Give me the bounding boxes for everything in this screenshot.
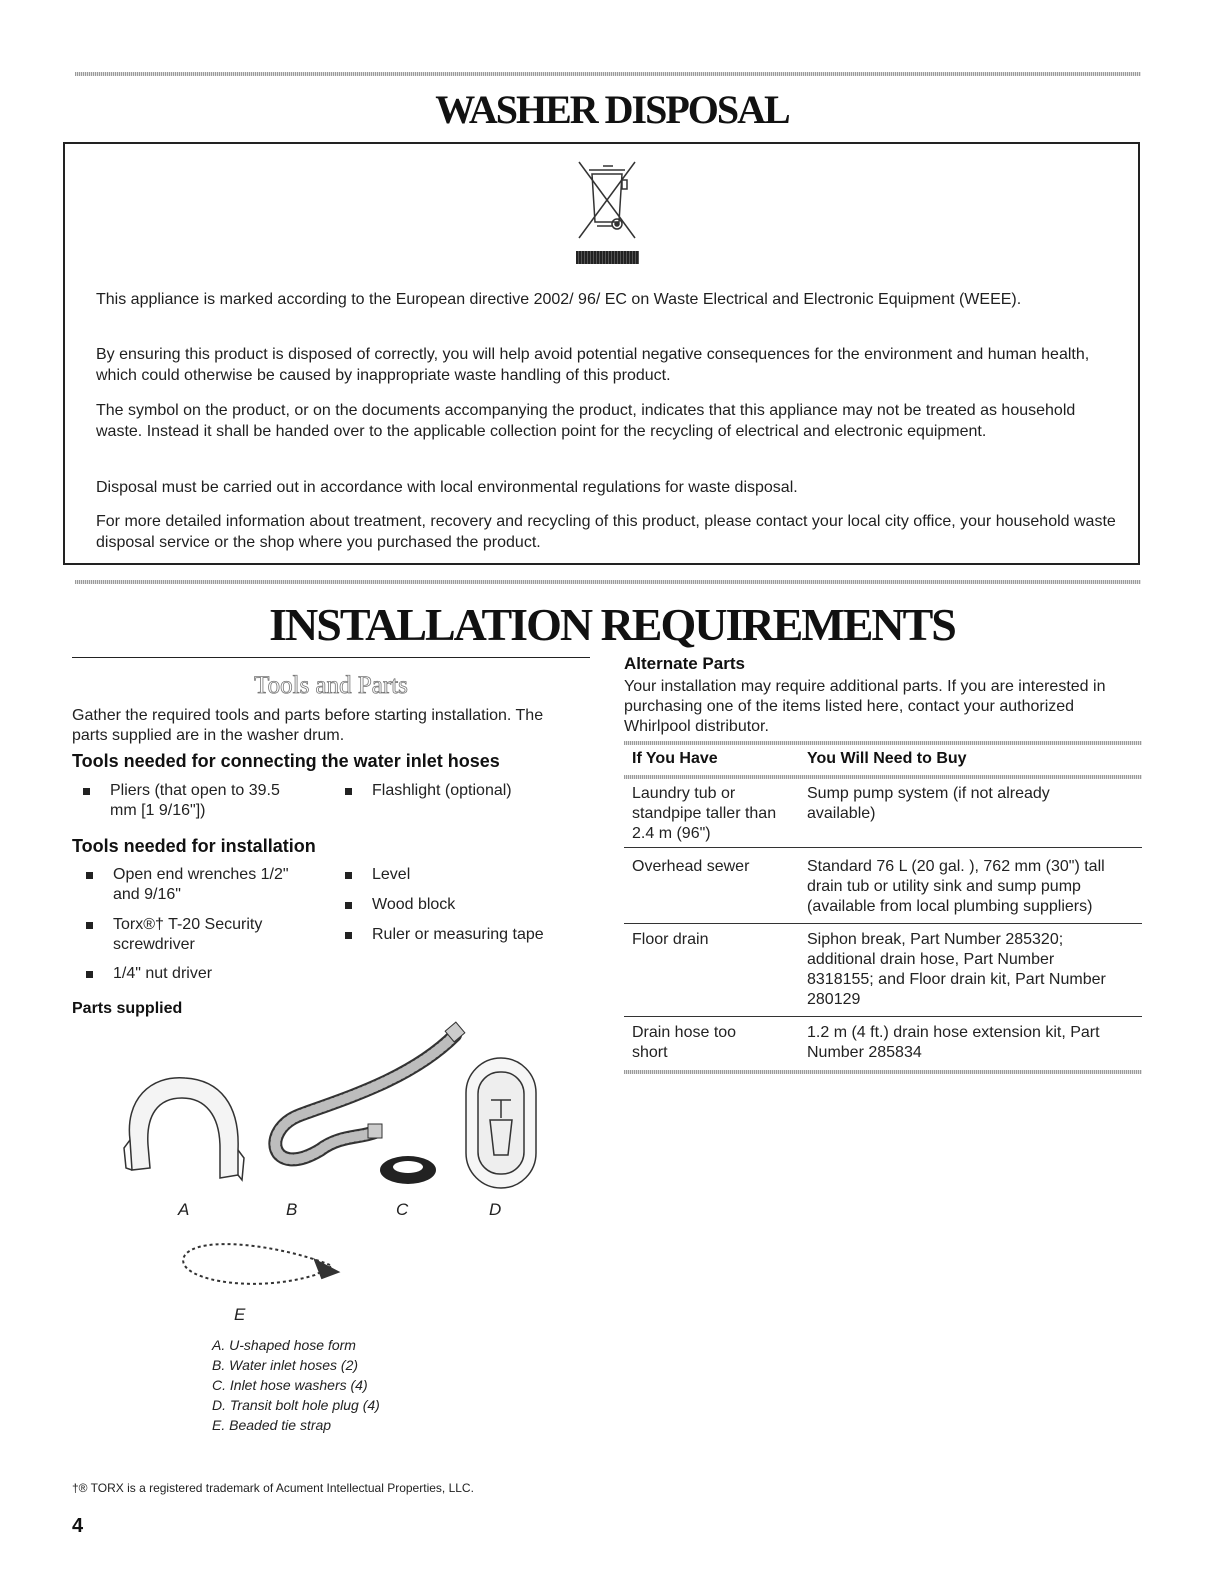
transit-bolt-plug-illustration: [466, 1058, 536, 1188]
tool-level: Level: [372, 865, 582, 885]
weee-paragraph-5: For more detailed information about treatment, recovery and recycling of this product, please contact your local city office, your household waste disposal service or the shop where you purchased the product.: [96, 513, 1116, 551]
crossed-out-bin-icon: [575, 158, 639, 248]
row-4-buy: 1.2 m (4 ft.) drain hose extension kit, Part Number 285834: [807, 1024, 1100, 1061]
legend-d: D. Transit bolt hole plug (4): [212, 1397, 380, 1413]
tool-nut-driver: 1/4" nut driver: [113, 964, 313, 984]
part-letter-a: A: [178, 1200, 190, 1219]
parts-supplied-heading: Parts supplied: [72, 1000, 183, 1017]
weee-paragraph-1: This appliance is marked according to the European directive 2002/ 96/ EC on Waste Electrical and Electronic Equipment (WEEE).: [96, 291, 1022, 308]
row-2-buy: Standard 76 L (20 gal. ), 762 mm (30") tall drain tub or utility sink and sump pump (available from local plumbing suppliers): [807, 858, 1105, 915]
parts-illustration: [110, 1020, 550, 1320]
middle-rule: [75, 580, 1141, 584]
col-header-have: If You Have: [632, 750, 718, 767]
water-inlet-hose-illustration: [275, 1022, 465, 1159]
legend-c: C. Inlet hose washers (4): [212, 1377, 368, 1393]
page-number: 4: [72, 1515, 84, 1537]
alternate-parts-heading: Alternate Parts: [624, 654, 745, 673]
u-shaped-hose-form-illustration: [124, 1078, 244, 1180]
part-letter-d: D: [489, 1200, 502, 1219]
torx-footnote: †® TORX is a registered trademark of Acument Intellectual Properties, LLC.: [72, 1481, 474, 1495]
weee-notice-box: [63, 142, 1140, 565]
beaded-tie-strap-illustration: [183, 1244, 338, 1284]
installation-requirements-title: INSTALLATION REQUIREMENTS: [269, 599, 955, 650]
tool-flashlight: Flashlight (optional): [372, 781, 582, 801]
weee-paragraph-3: The symbol on the product, or on the documents accompanying the product, indicates that this appliance may not be treated as household waste. Instead it shall be handed over to the applicable collection point for the recycling of electrical and electronic equipment.: [96, 402, 1076, 440]
tools-parts-rule: [72, 657, 590, 658]
row-2-rule: [624, 923, 1142, 924]
part-letter-b: B: [286, 1200, 298, 1219]
row-1-buy: Sump pump system (if not already available): [807, 785, 1050, 822]
tool-wood-block: Wood block: [372, 895, 582, 915]
legend-e: E. Beaded tie strap: [212, 1417, 332, 1433]
row-3-have: Floor drain: [632, 931, 709, 948]
row-3-rule: [624, 1016, 1142, 1017]
washer-disposal-title: WASHER DISPOSAL: [435, 87, 789, 132]
tool-pliers: Pliers (that open to 39.5 mm [1 9/16"]): [110, 781, 310, 821]
row-1-rule: [624, 847, 1142, 848]
tool-wrenches: Open end wrenches 1/2" and 9/16": [113, 865, 313, 905]
top-rule: [75, 72, 1141, 76]
weee-paragraph-4: Disposal must be carried out in accordance with local environmental regulations for waste disposal.: [96, 479, 798, 496]
tool-torx-screwdriver: Torx®† T-20 Security screwdriver: [113, 915, 313, 955]
tool-ruler: Ruler or measuring tape: [372, 925, 582, 945]
weee-marker-bar: [576, 251, 639, 264]
row-4-have: Drain hose too short: [632, 1024, 737, 1061]
col-header-buy: You Will Need to Buy: [807, 750, 967, 767]
legend-b: B. Water inlet hoses (2): [212, 1357, 359, 1373]
row-1-have: Laundry tub or standpipe taller than 2.4 m (96"): [632, 785, 777, 842]
table-header-rule: [624, 775, 1142, 779]
hoses-tools-heading: Tools needed for connecting the water inlet hoses: [72, 751, 500, 771]
legend-a: A. U-shaped hose form: [212, 1337, 356, 1353]
tools-parts-intro: Gather the required tools and parts before starting installation. The parts supplied are in the washer drum.: [72, 707, 544, 744]
part-letter-c: C: [396, 1200, 409, 1219]
table-top-rule: [624, 741, 1142, 745]
row-3-buy: Siphon break, Part Number 285320; additional drain hose, Part Number 8318155; and Floor drain kit, Part Number 280129: [807, 931, 1106, 1008]
row-2-have: Overhead sewer: [632, 858, 750, 875]
alternate-parts-intro: Your installation may require additional parts. If you are interested in purchasing one of the items listed here, contact your authorized Whirlpool distributor.: [624, 678, 1106, 735]
part-letter-e: E: [234, 1305, 246, 1324]
install-tools-heading: Tools needed for installation: [72, 836, 316, 856]
weee-paragraph-2: By ensuring this product is disposed of correctly, you will help avoid potential negative consequences for the environment and human health, which could otherwise be caused by inappropriate waste handling of this product.: [96, 346, 1090, 384]
tools-parts-heading: Tools and Parts: [254, 672, 408, 699]
table-bottom-rule: [624, 1070, 1142, 1074]
inlet-hose-washer-illustration: [380, 1156, 436, 1184]
